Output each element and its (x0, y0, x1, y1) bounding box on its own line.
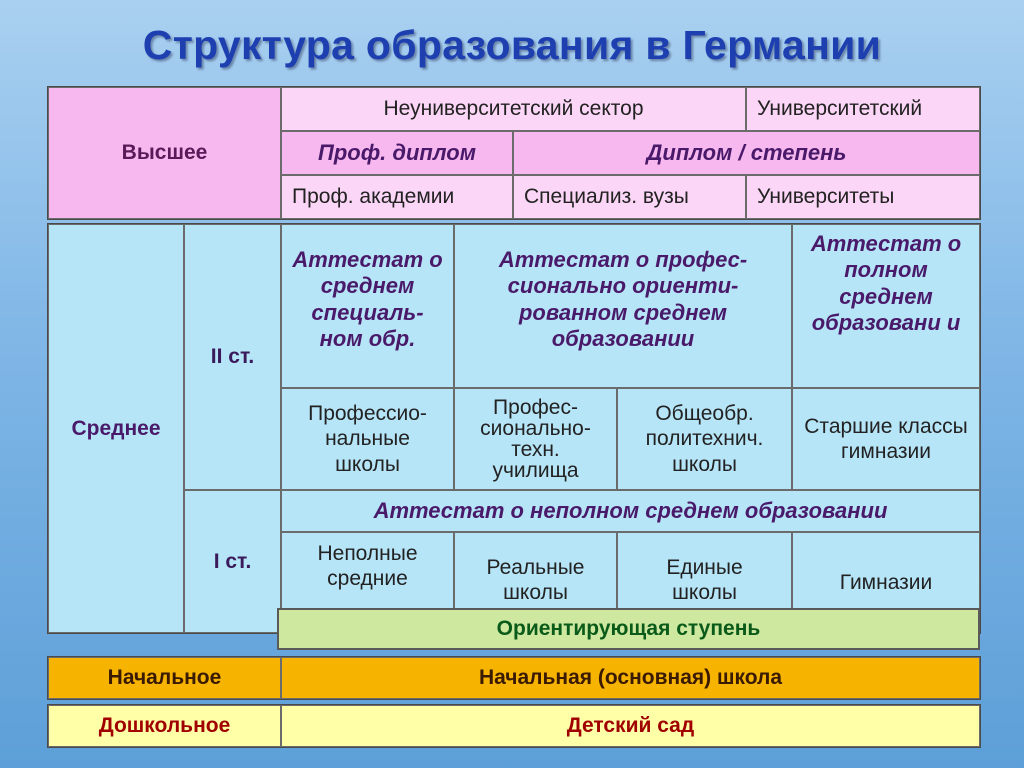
primary-school: Начальная (основная) школа (281, 657, 980, 699)
vocational-schools: Профессио-нальные школы (281, 388, 454, 490)
cert-full: Аттестат о полном среднем образовани и (792, 224, 980, 388)
primary-label: Начальное (48, 657, 281, 699)
page-title: Структура образования в Германии (142, 22, 882, 68)
prof-tech-schools: Профес-сионально-техн. училища (454, 388, 617, 490)
prof-diploma: Проф. диплом (281, 131, 513, 175)
polytechnic-schools: Общеобр. политехнич. школы (617, 388, 792, 490)
secondary-label: Среднее (48, 224, 184, 633)
incomplete-secondary: Неполные средние (281, 532, 454, 633)
stage2-label: II ст. (184, 224, 281, 490)
non-university-sector: Неуниверситетский сектор (281, 87, 746, 131)
specialized-universities: Специализ. вузы (513, 175, 746, 219)
diploma-degree: Диплом / степень (513, 131, 980, 175)
university-sector: Университетский (746, 87, 980, 131)
gymnasiums: Гимназии (792, 532, 980, 633)
cert-incomplete: Аттестат о неполном среднем образовании (281, 490, 980, 532)
kindergarten: Детский сад (281, 705, 980, 747)
real-schools: Реальные школы (454, 532, 617, 633)
universities: Университеты (746, 175, 980, 219)
cert-special: Аттестат о среднем специаль-ном обр. (281, 224, 454, 388)
unified-schools: Единые школы (617, 532, 792, 633)
cert-prof-oriented: Аттестат о профес-сионально ориенти-рованном среднем образовании (454, 224, 792, 388)
gymnasium-senior: Старшие классы гимназии (792, 388, 980, 490)
prof-academies: Проф. академии (281, 175, 513, 219)
higher-label: Высшее (48, 87, 281, 219)
preschool-label: Дошкольное (48, 705, 281, 747)
stage1-label: I ст. (184, 490, 281, 633)
orientation-stage: Ориентирующая ступень (277, 608, 980, 650)
